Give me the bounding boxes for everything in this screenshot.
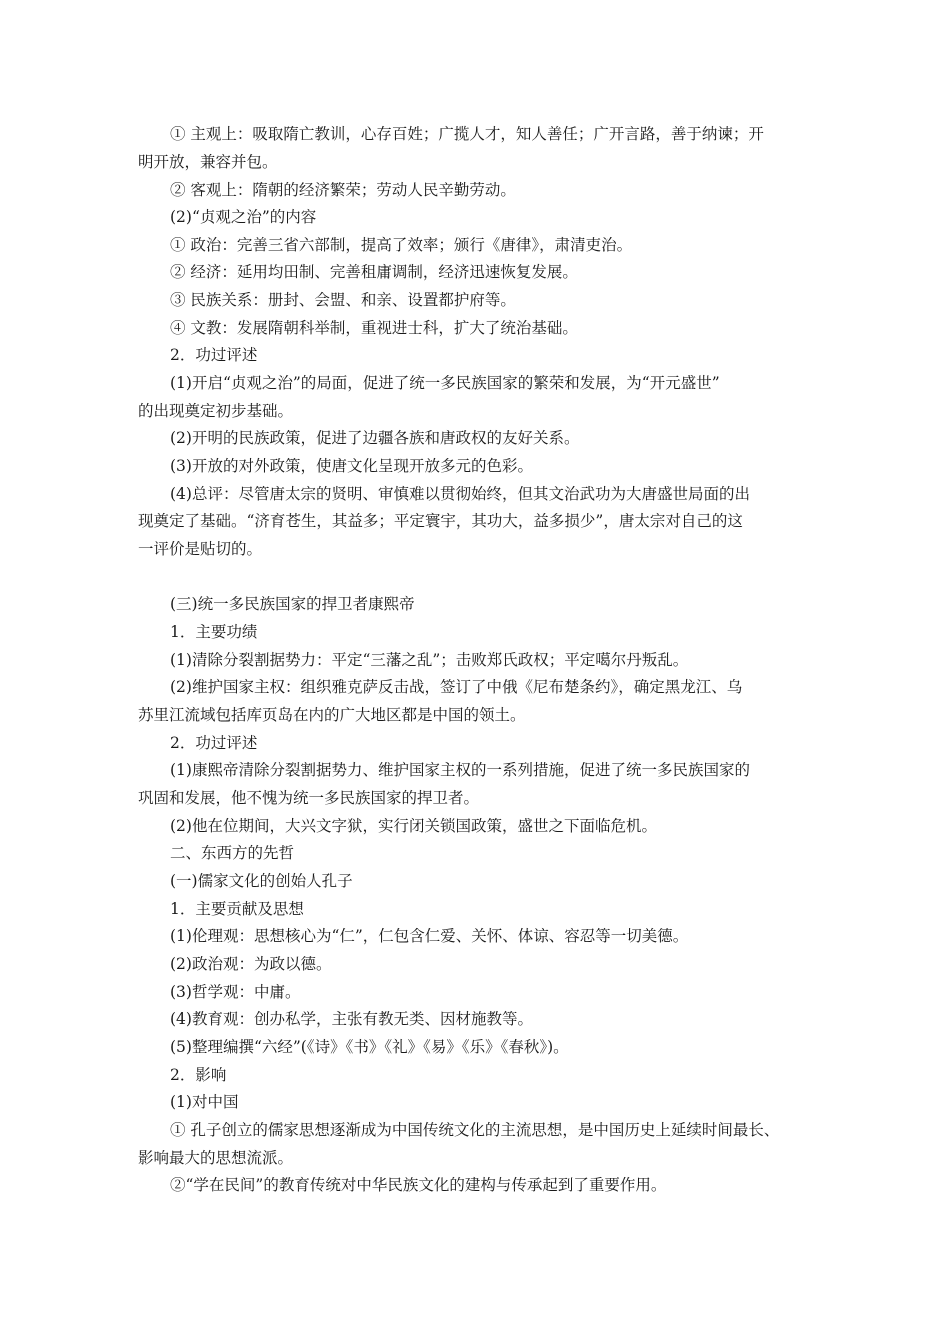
text-line: ① 政治：完善三省六部制，提高了效率；颁行《唐律》，肃清吏治。: [170, 236, 633, 254]
text-line: ① 主观上：吸取隋亡教训，心存百姓；广揽人才，知人善任；广开言路，善于纳谏；开: [170, 125, 764, 143]
text-line: 明开放，兼容并包。: [138, 153, 278, 171]
text-line: 2．功过评述: [170, 734, 258, 752]
text-line: 巩固和发展，他不愧为统一多民族国家的捍卫者。: [138, 789, 480, 807]
text-line: (2)开明的民族政策，促进了边疆各族和唐政权的友好关系。: [170, 429, 580, 447]
section-heading: (一)儒家文化的创始人孔子: [170, 872, 353, 890]
text-line: (2)维护国家主权：组织雅克萨反击战，签订了中俄《尼布楚条约》，确定黑龙江、乌: [170, 678, 743, 696]
text-line: (1)开启“贞观之治”的局面，促进了统一多民族国家的繁荣和发展，为“开元盛世”: [170, 374, 720, 392]
text-line: 现奠定了基础。“济育苍生，其益多；平定寰宇，其功大，益多损少”，唐太宗对自己的这: [138, 512, 743, 530]
text-line: ④ 文教：发展隋朝科举制，重视进士科，扩大了统治基础。: [170, 319, 578, 337]
text-line: 2．影响: [170, 1066, 227, 1084]
text-line: (4)总评：尽管唐太宗的贤明、审慎难以贯彻始终，但其文治武功为大唐盛世局面的出: [170, 485, 750, 503]
text-line: 影响最大的思想流派。: [138, 1149, 294, 1167]
text-line: (3)哲学观：中庸。: [170, 983, 301, 1001]
text-line: 的出现奠定初步基础。: [138, 402, 294, 420]
text-line: (1)康熙帝清除分裂割据势力、维护国家主权的一系列措施，促进了统一多民族国家的: [170, 761, 750, 779]
text-line: (1)对中国: [170, 1093, 239, 1111]
text-line: 1．主要贡献及思想: [170, 900, 304, 918]
text-line: ③ 民族关系：册封、会盟、和亲、设置都护府等。: [170, 291, 516, 309]
text-line: ② 客观上：隋朝的经济繁荣；劳动人民辛勤劳动。: [170, 181, 516, 199]
text-line: (2)他在位期间，大兴文字狱，实行闭关锁国政策，盛世之下面临危机。: [170, 817, 657, 835]
text-line: 苏里江流域包括库页岛在内的广大地区都是中国的领土。: [138, 706, 526, 724]
text-line: ② 经济：延用均田制、完善租庸调制，经济迅速恢复发展。: [170, 263, 578, 281]
text-line: ②“学在民间”的教育传统对中华民族文化的建构与传承起到了重要作用。: [170, 1176, 667, 1194]
text-line: (1)清除分裂割据势力：平定“三藩之乱”；击败郑氏政权；平定噶尔丹叛乱。: [170, 651, 689, 669]
text-line: 2．功过评述: [170, 346, 258, 364]
text-line: (1)伦理观：思想核心为“仁”，仁包含仁爱、关怀、体谅、容忍等一切美德。: [170, 927, 689, 945]
section-heading: 二、东西方的先哲: [170, 844, 295, 862]
text-line: (2)“贞观之治”的内容: [170, 208, 317, 226]
text-line: 一评价是贴切的。: [138, 540, 263, 558]
text-line: (3)开放的对外政策，使唐文化呈现开放多元的色彩。: [170, 457, 533, 475]
text-line: (2)政治观：为政以德。: [170, 955, 332, 973]
text-line: ① 孔子创立的儒家思想逐渐成为中国传统文化的主流思想，是中国历史上延续时间最长、: [170, 1121, 780, 1139]
text-line: (4)教育观：创办私学，主张有教无类、因材施教等。: [170, 1010, 533, 1028]
section-heading: (三)统一多民族国家的捍卫者康熙帝: [170, 595, 415, 613]
text-line: (5)整理编撰“六经”(《诗》《书》《礼》《易》《乐》《春秋》)。: [170, 1038, 569, 1056]
text-line: 1．主要功绩: [170, 623, 258, 641]
